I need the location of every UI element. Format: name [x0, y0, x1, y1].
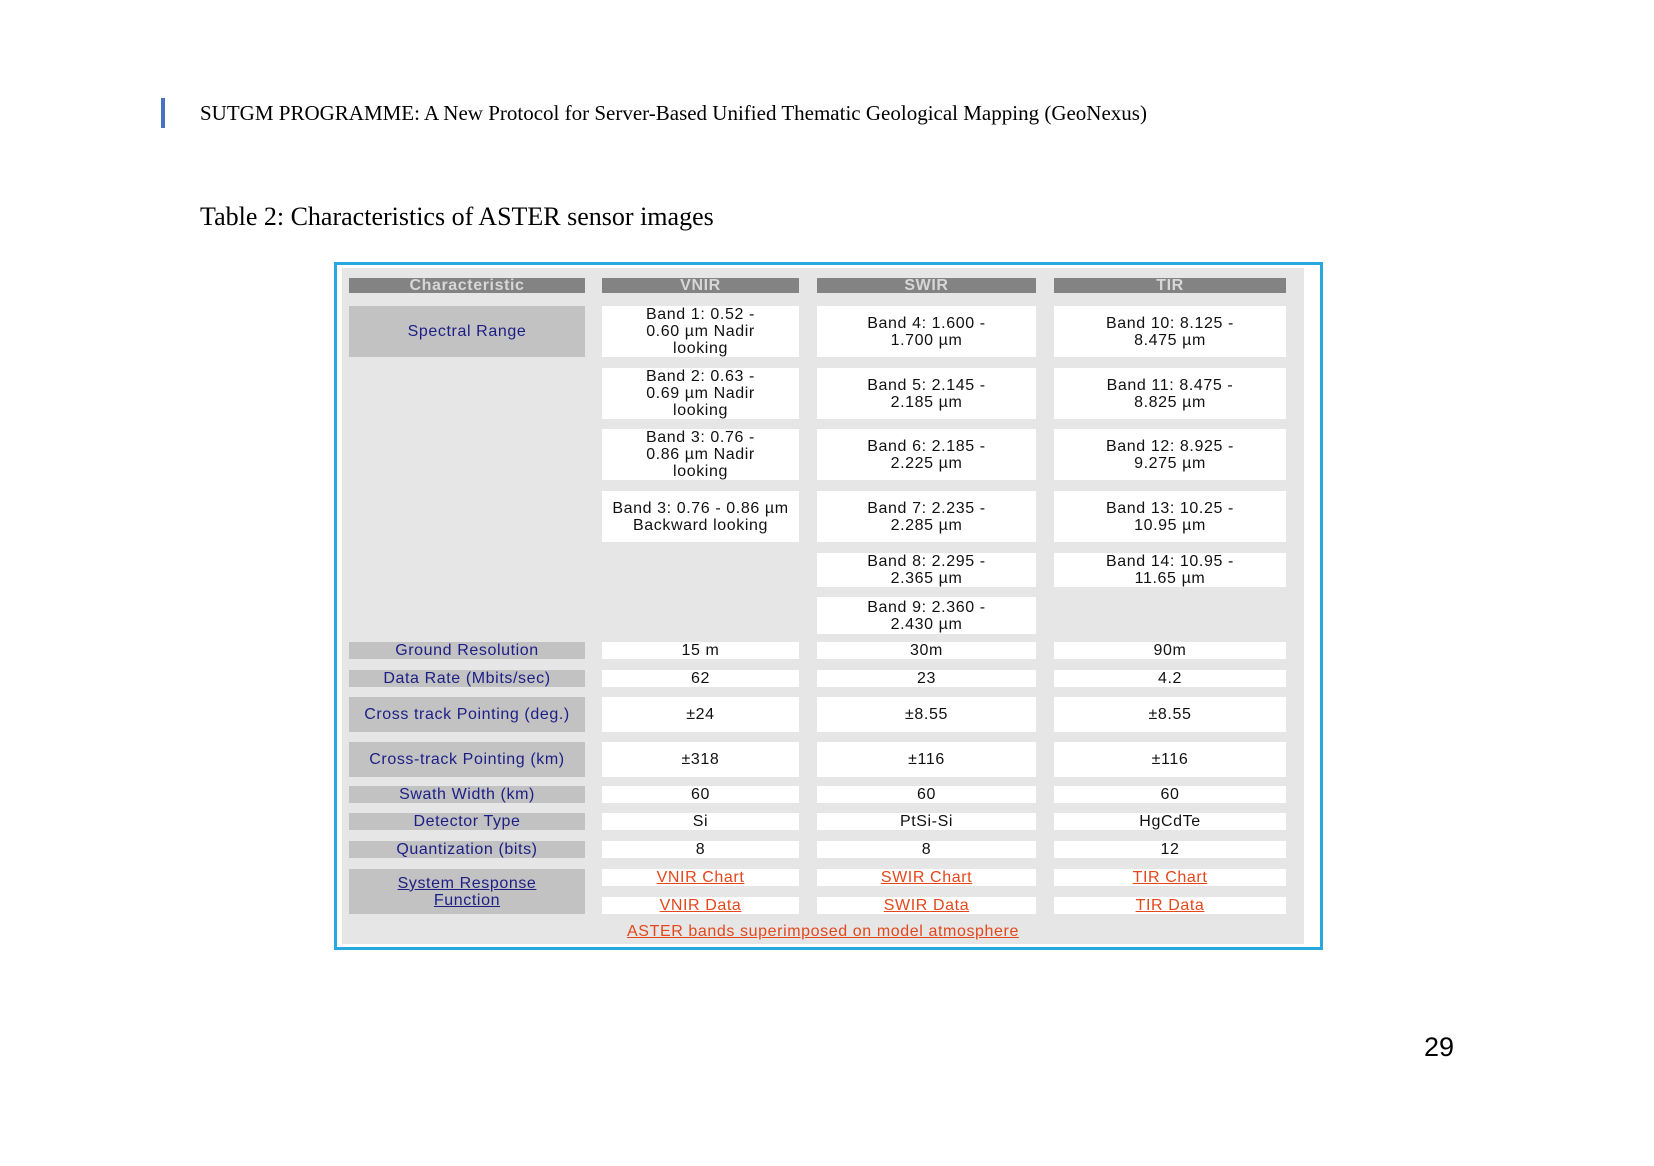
swir-data-cell: [817, 897, 1036, 914]
vnir-swath-width: 60: [602, 786, 799, 803]
swir-cross-track-pointing-km: ±116: [817, 742, 1036, 777]
tir-data-cell: [1054, 897, 1286, 914]
tir-ground-resolution: 90m: [1054, 642, 1286, 659]
column-header-characteristic: Characteristic: [349, 278, 585, 293]
tir-band-14: Band 14: 10.95 - 11.65 µm: [1054, 553, 1286, 587]
tir-detector-type: HgCdTe: [1054, 813, 1286, 830]
vnir-detector-type: Si: [602, 813, 799, 830]
header-accent-bar: [161, 98, 165, 128]
aster-bands-atmosphere-link[interactable]: ASTER bands superimposed on model atmosphere: [627, 923, 1019, 940]
vnir-data-rate: 62: [602, 670, 799, 687]
row-label-swath-width: Swath Width (km): [349, 786, 585, 803]
row-label-spectral-range: Spectral Range: [349, 306, 585, 357]
swir-band-7: Band 7: 2.235 - 2.285 µm: [817, 491, 1036, 542]
tir-swath-width: 60: [1054, 786, 1286, 803]
running-header: SUTGM PROGRAMME: A New Protocol for Server-Based Unified Thematic Geological Mapping (GeoNexus): [200, 101, 1147, 125]
row-label-cross-track-pointing-deg: Cross track Pointing (deg.): [349, 697, 585, 732]
column-header-tir: TIR: [1054, 278, 1286, 293]
system-response-function-link[interactable]: System Response Function: [349, 869, 585, 914]
row-label-quantization: Quantization (bits): [349, 841, 585, 858]
swir-data-rate: 23: [817, 670, 1036, 687]
tir-cross-track-pointing-km: ±116: [1054, 742, 1286, 777]
vnir-chart-link[interactable]: VNIR Chart: [656, 869, 745, 886]
swir-band-9: Band 9: 2.360 - 2.430 µm: [817, 597, 1036, 634]
vnir-cross-track-pointing-km: ±318: [602, 742, 799, 777]
vnir-band-3-backward: Band 3: 0.76 - 0.86 µm Backward looking: [602, 491, 799, 542]
vnir-band-2: Band 2: 0.63 - 0.69 µm Nadir looking: [602, 368, 799, 419]
row-label-detector-type: Detector Type: [349, 813, 585, 830]
tir-data-link[interactable]: TIR Data: [1135, 897, 1205, 914]
swir-detector-type: PtSi-Si: [817, 813, 1036, 830]
row-label-cross-track-pointing-km: Cross-track Pointing (km): [349, 742, 585, 777]
tir-chart-cell: [1054, 869, 1286, 886]
vnir-cross-track-pointing-deg: ±24: [602, 697, 799, 732]
column-header-swir: SWIR: [817, 278, 1036, 293]
row-label-data-rate: Data Rate (Mbits/sec): [349, 670, 585, 687]
swir-band-8: Band 8: 2.295 - 2.365 µm: [817, 553, 1036, 587]
swir-data-link[interactable]: SWIR Data: [883, 897, 970, 914]
vnir-band-3-nadir: Band 3: 0.76 - 0.86 µm Nadir looking: [602, 429, 799, 480]
vnir-data-link[interactable]: VNIR Data: [659, 897, 742, 914]
swir-ground-resolution: 30m: [817, 642, 1036, 659]
table-caption: Table 2: Characteristics of ASTER sensor images: [200, 202, 714, 231]
page-number: 29: [1424, 1032, 1455, 1062]
tir-data-rate: 4.2: [1054, 670, 1286, 687]
tir-band-10: Band 10: 8.125 - 8.475 µm: [1054, 306, 1286, 357]
swir-swath-width: 60: [817, 786, 1036, 803]
vnir-quantization: 8: [602, 841, 799, 858]
aster-table: [342, 268, 1304, 944]
tir-band-12: Band 12: 8.925 - 9.275 µm: [1054, 429, 1286, 480]
vnir-band-1: Band 1: 0.52 - 0.60 µm Nadir looking: [602, 306, 799, 357]
tir-band-13: Band 13: 10.25 - 10.95 µm: [1054, 491, 1286, 542]
swir-band-4: Band 4: 1.600 - 1.700 µm: [817, 306, 1036, 357]
swir-quantization: 8: [817, 841, 1036, 858]
swir-chart-cell: [817, 869, 1036, 886]
vnir-data-cell: [602, 897, 799, 914]
tir-band-11: Band 11: 8.475 - 8.825 µm: [1054, 368, 1286, 419]
vnir-ground-resolution: 15 m: [602, 642, 799, 659]
row-label-ground-resolution: Ground Resolution: [349, 642, 585, 659]
tir-chart-link[interactable]: TIR Chart: [1132, 869, 1208, 886]
swir-cross-track-pointing-deg: ±8.55: [817, 697, 1036, 732]
tir-quantization: 12: [1054, 841, 1286, 858]
vnir-chart-cell: [602, 869, 799, 886]
swir-chart-link[interactable]: SWIR Chart: [880, 869, 973, 886]
swir-band-6: Band 6: 2.185 - 2.225 µm: [817, 429, 1036, 480]
swir-band-5: Band 5: 2.145 - 2.185 µm: [817, 368, 1036, 419]
tir-cross-track-pointing-deg: ±8.55: [1054, 697, 1286, 732]
column-header-vnir: VNIR: [602, 278, 799, 293]
